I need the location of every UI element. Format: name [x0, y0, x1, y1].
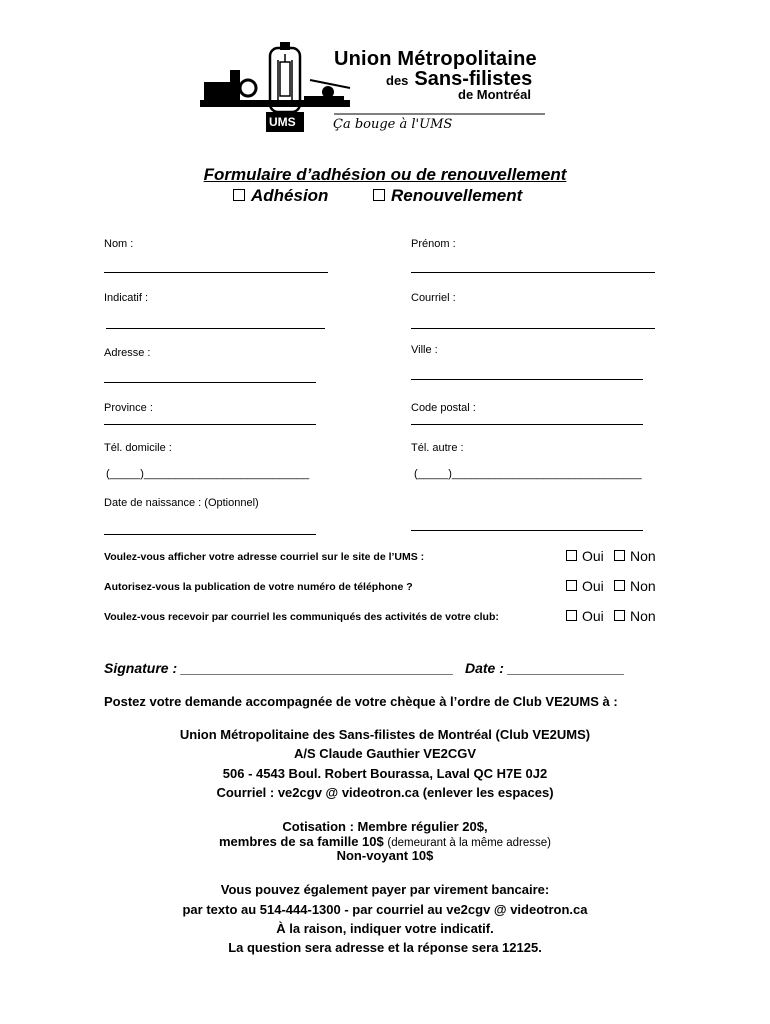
signature-field[interactable]: Signature : ___________________________________ [104, 660, 454, 676]
mailing-line1: Union Métropolitaine des Sans-filistes de Montréal (Club VE2UMS) [179, 727, 591, 742]
fees-line3: Non-voyant 10$ [336, 848, 434, 863]
field-prenom-line[interactable] [411, 272, 655, 273]
checkbox-oui-3[interactable] [566, 610, 577, 621]
checkbox-non-3[interactable] [614, 610, 625, 621]
option-oui-label: Oui [582, 608, 604, 624]
checkbox-adhesion[interactable] [233, 189, 245, 201]
option-non-label: Non [630, 578, 656, 594]
logo-badge: UMS [269, 115, 296, 129]
form-title: Formulaire d’adhésion ou de renouvellement [203, 165, 567, 184]
field-province-line[interactable] [104, 424, 316, 425]
option-non-3[interactable] [614, 608, 656, 624]
option-oui-label: Oui [582, 548, 604, 564]
label-ville: Ville : [411, 344, 438, 356]
checkbox-non-2[interactable] [614, 580, 625, 591]
label-tel-domicile: Tél. domicile : [104, 442, 172, 454]
mailing-instruction: Postez votre demande accompagnée de votre chèque à l’ordre de Club VE2UMS à : [104, 694, 618, 709]
field-indicatif-line[interactable] [106, 328, 325, 329]
fees-line2 [0, 834, 770, 849]
choice-adhesion[interactable] [233, 186, 328, 206]
logo-org-line2-small: des [386, 73, 409, 88]
option-non-label: Non [630, 608, 656, 624]
fees-line2-bold: membres de sa famille 10$ [218, 834, 384, 849]
mailing-line2: A/S Claude Gauthier VE2CGV [293, 746, 477, 761]
field-date-naissance-line[interactable] [104, 534, 316, 535]
choice-renouvellement[interactable] [373, 186, 522, 206]
mailing-line3: 506 - 4543 Boul. Robert Bourassa, Laval QC H7E 0J2 [222, 766, 548, 781]
logo-org-line3: de Montréal [458, 87, 531, 102]
payment-line4: La question sera adresse et la réponse sera 12125. [228, 940, 542, 955]
field-tel-autre[interactable]: (_____)_______________________________ [414, 468, 642, 480]
field-extra-line[interactable] [411, 530, 643, 531]
field-ville-line[interactable] [411, 379, 643, 380]
field-courriel-line[interactable] [411, 328, 655, 329]
label-tel-autre: Tél. autre : [411, 442, 464, 454]
field-nom-line[interactable] [104, 272, 328, 273]
label-nom: Nom : [104, 238, 134, 250]
checkbox-oui-1[interactable] [566, 550, 577, 561]
date-field[interactable]: Date : _______________ [465, 660, 625, 676]
label-code-postal: Code postal : [411, 402, 476, 414]
option-oui-3[interactable] [566, 608, 604, 624]
logo-org-line2-big: Sans-filistes [414, 68, 533, 90]
question-recevoir-communiques: Voulez-vous recevoir par courriel les communiqués des activités de votre club: [104, 611, 499, 623]
question-afficher-courriel: Voulez-vous afficher votre adresse courriel sur le site de l’UMS : [104, 551, 425, 563]
checkbox-renouvellement[interactable] [373, 189, 385, 201]
fees-line2-note: (demeurant à la même adresse) [387, 837, 552, 849]
option-non-2[interactable] [614, 578, 656, 594]
payment-line3: À la raison, indiquer votre indicatif. [276, 921, 494, 936]
option-oui-label: Oui [582, 578, 604, 594]
field-tel-domicile[interactable]: (_____)___________________________ [106, 468, 310, 480]
label-courriel: Courriel : [411, 292, 456, 304]
label-indicatif: Indicatif : [104, 292, 149, 304]
option-oui-2[interactable] [566, 578, 604, 594]
option-non-label: Non [630, 548, 656, 564]
payment-line2: par texto au 514-444-1300 - par courriel au ve2cgv @ videotron.ca [182, 902, 588, 917]
checkbox-non-1[interactable] [614, 550, 625, 561]
field-code-postal-line[interactable] [411, 424, 643, 425]
label-province: Province : [104, 402, 153, 414]
option-oui-1[interactable] [566, 548, 604, 564]
question-publication-telephone: Autorisez-vous la publication de votre numéro de téléphone ? [104, 581, 413, 593]
mailing-line4: Courriel : ve2cgv @ videotron.ca (enlever les espaces) [216, 785, 554, 800]
logo-org-line1: Union Métropolitaine [334, 48, 537, 70]
label-prenom: Prénom : [411, 238, 456, 250]
label-adresse: Adresse : [104, 347, 151, 359]
choice-renouvellement-label: Renouvellement [391, 186, 523, 205]
label-date-naissance: Date de naissance : (Optionnel) [104, 497, 259, 509]
choice-adhesion-label: Adhésion [251, 186, 329, 205]
payment-line1: Vous pouvez également payer par virement bancaire: [220, 882, 550, 897]
option-non-1[interactable] [614, 548, 656, 564]
field-adresse-line[interactable] [104, 382, 316, 383]
checkbox-oui-2[interactable] [566, 580, 577, 591]
fees-line1: Cotisation : Membre régulier 20$, [282, 819, 488, 834]
logo-tagline: Ça bouge à l'UMS [333, 117, 453, 132]
